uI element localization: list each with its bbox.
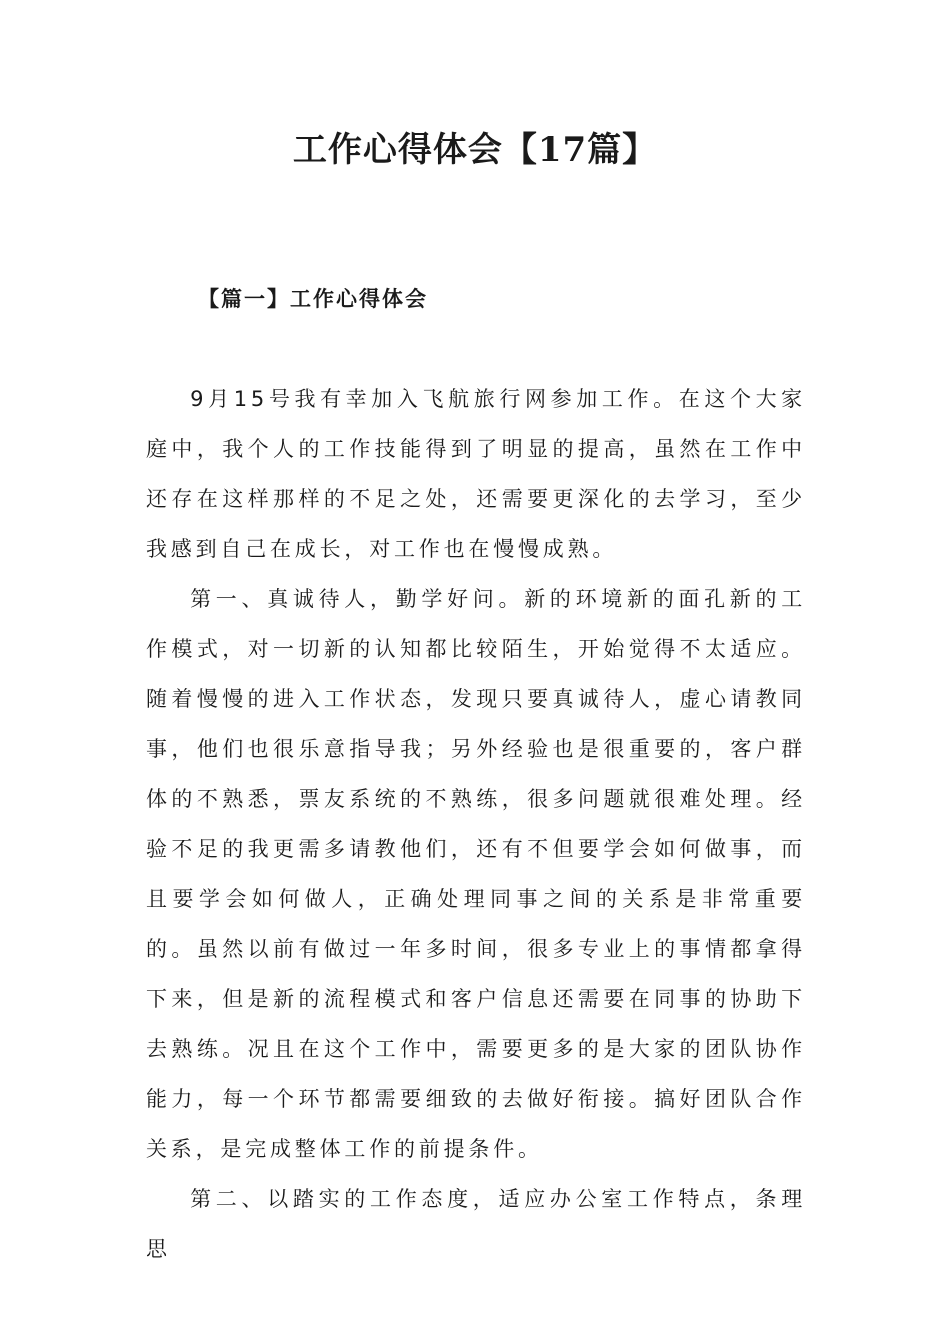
- document-title: 工作心得体会【17篇】: [292, 130, 658, 170]
- section-heading: 【篇一】工作心得体会: [198, 287, 428, 311]
- paragraph-point-one: 第一、真诚待人，勤学好问。新的环境新的面孔新的工作模式，对一切新的认知都比较陌生，开始觉得不太适应。随着慢慢的进入工作状态，发现只要真诚待人，虚心请教同事，他们也很乐意指导我；另外经验也是很重要的，客户群体的不熟悉，票友系统的不熟练，很多问题就很难处理。经验不足的我更需多请教他们，还有不但要学会如何做事，而且要学会如何做人，正确处理同事之间的关系是非常重要的。虽然以前有做过一年多时间，很多专业上的事情都拿得下来，但是新的流程模式和客户信息还需要在同事的协助下去熟练。况且在这个工作中，需要更多的是大家的团队协作能力，每一个环节都需要细致的去做好衔接。搞好团队合作关系，是完成整体工作的前提条件。: [146, 587, 806, 1161]
- document-body: [146, 374, 806, 1274]
- paragraph-intro: 9月15号我有幸加入飞航旅行网参加工作。在这个大家庭中，我个人的工作技能得到了明显的提高，虽然在工作中还存在这样那样的不足之处，还需要更深化的去学习，至少我感到自己在成长，对工作也在慢慢成熟。: [146, 387, 806, 561]
- paragraph-point-two: 第二、以踏实的工作态度，适应办公室工作特点，条理思: [146, 1187, 806, 1261]
